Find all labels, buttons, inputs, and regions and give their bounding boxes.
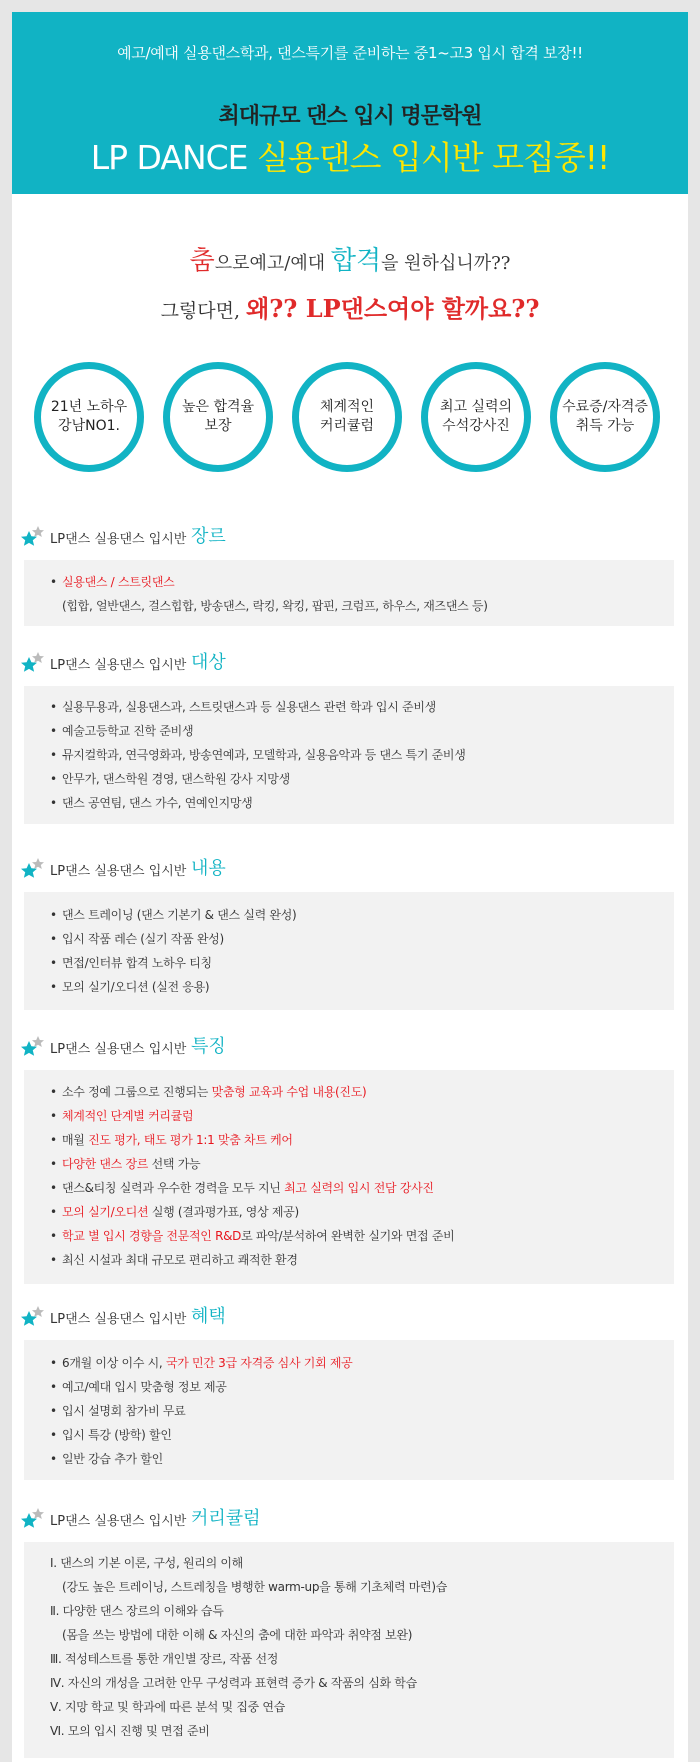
text-highlight: 다양한 댄스 장르 xyxy=(62,1157,149,1171)
feature-box xyxy=(24,1070,674,1284)
star-icon xyxy=(20,652,46,674)
section-curriculum xyxy=(12,1504,688,1738)
list-item xyxy=(24,1104,674,1128)
list-item xyxy=(24,1224,674,1248)
list-item xyxy=(24,1152,674,1176)
section-title xyxy=(12,1302,688,1332)
list-item: • 입시 설명회 참가비 무료 xyxy=(24,1399,674,1423)
circle-line: 수료증/자격증 xyxy=(562,399,648,416)
list-item xyxy=(24,1128,674,1152)
circle-curriculum xyxy=(292,362,402,472)
section-label: LP댄스 실용댄스 입시반 xyxy=(50,864,187,879)
section-feature xyxy=(12,1032,688,1267)
list-item xyxy=(24,1200,674,1224)
circle-line: 체계적인 xyxy=(319,399,375,416)
text: 로 파악/분석하여 완벽한 실기와 면접 준비 xyxy=(241,1229,455,1243)
text: 최신 시설과 최대 규모로 편리하고 쾌적한 환경 xyxy=(62,1253,298,1267)
text-highlight: 진도 평가, 태도 평가 1:1 맞춤 차트 케어 xyxy=(88,1133,293,1147)
circle-line: 취득 가능 xyxy=(575,418,635,434)
circle-certificate xyxy=(550,362,660,472)
intro-why xyxy=(12,289,688,324)
text-highlight: 국가 민간 3급 자격증 심사 기회 제공 xyxy=(165,1356,353,1370)
text-highlight: 최고 실력의 입시 전담 강사진 xyxy=(284,1181,434,1195)
list-item: Ⅳ. 자신의 개성을 고려한 안무 구성력과 표현력 증가 & 작품의 심화 학습 xyxy=(50,1676,417,1690)
circle-line: 보장 xyxy=(204,418,232,434)
circle-line: 높은 합격율 xyxy=(181,399,255,416)
section-label: LP댄스 실용댄스 입시반 xyxy=(50,1514,187,1529)
genre-box xyxy=(24,560,674,626)
circle-line: 강남NO1. xyxy=(58,418,120,434)
feature-circles xyxy=(12,362,688,472)
star-icon xyxy=(20,526,46,548)
list-item: • 입시 특강 (방학) 할인 xyxy=(24,1423,674,1447)
circle-line: 21년 노하우 xyxy=(50,399,128,416)
list-item xyxy=(24,1248,674,1272)
section-label: LP댄스 실용댄스 입시반 xyxy=(50,1042,187,1057)
text-highlight: 맞춤형 교육과 수업 내용(진도) xyxy=(211,1085,367,1099)
star-icon xyxy=(20,1306,46,1328)
list-item: Ⅵ. 모의 입시 진행 및 면접 준비 xyxy=(50,1724,210,1738)
list-item: • 댄스 트레이닝 (댄스 기본기 & 댄스 실력 완성) xyxy=(24,903,674,927)
banner-headline: 최대규모 댄스 입시 명문학원 xyxy=(218,104,482,129)
section-benefit xyxy=(12,1302,688,1466)
list-item: • 댄스 공연팀, 댄스 가수, 연예인지망생 xyxy=(24,791,674,815)
page xyxy=(12,12,688,1762)
star-icon xyxy=(20,858,46,880)
section-title xyxy=(12,854,688,884)
circle-line: 최고 실력의 xyxy=(439,399,513,416)
text: 선택 가능 xyxy=(148,1157,201,1171)
intro-text-end: 을 원하십니까?? xyxy=(381,253,511,274)
list-item: Ⅴ. 지망 학교 및 학과에 따른 분석 및 집중 연습 xyxy=(50,1700,286,1714)
section-content xyxy=(12,854,688,994)
intro-why-emphasis: 왜?? LP댄스여야 할까요?? xyxy=(246,294,540,323)
circle-instructors xyxy=(421,362,531,472)
list-item: (몸을 쓰는 방법에 대한 이해 & 자신의 춤에 대한 파악과 취약점 보완) xyxy=(62,1628,413,1642)
text: 댄스&티칭 실력과 우수한 경력을 모두 지닌 xyxy=(62,1181,285,1195)
text: 소수 정예 그룹으로 진행되는 xyxy=(62,1085,212,1099)
list-item: • 실용무용과, 실용댄스과, 스트릿댄스과 등 실용댄스 관련 학과 입시 준비생 xyxy=(24,695,674,719)
text-highlight: 학교 별 입시 경향을 전문적인 R&D xyxy=(62,1229,242,1243)
list-item: • 예술고등학교 진학 준비생 xyxy=(24,719,674,743)
circle-pass-rate xyxy=(163,362,273,472)
section-title xyxy=(12,1032,688,1062)
list-item: • 안무가, 댄스학원 경영, 댄스학원 강사 지망생 xyxy=(24,767,674,791)
section-title xyxy=(12,522,688,552)
circle-knowhow xyxy=(34,362,144,472)
list-item: • 입시 작품 레슨 (실기 작품 완성) xyxy=(24,927,674,951)
section-keyword: 내용 xyxy=(191,858,226,879)
list-item xyxy=(24,1351,674,1375)
text-highlight: 모의 실기/오디션 xyxy=(62,1205,149,1219)
curriculum-box xyxy=(24,1542,674,1758)
list-item: • 모의 실기/오디션 (실전 응용) xyxy=(24,975,674,999)
list-item: • 면접/인터뷰 합격 노하우 티칭 xyxy=(24,951,674,975)
header-banner xyxy=(12,12,688,194)
star-icon xyxy=(20,1508,46,1530)
section-label: LP댄스 실용댄스 입시반 xyxy=(50,1312,187,1327)
section-keyword: 혜택 xyxy=(191,1306,226,1327)
genre-main: 실용댄스 / 스트릿댄스 xyxy=(62,575,175,589)
section-keyword: 커리큘럼 xyxy=(191,1508,261,1529)
intro-word-pass: 합격 xyxy=(330,246,382,276)
benefit-box xyxy=(24,1340,674,1480)
banner-subtitle: 예고/예대 실용댄스학과, 댄스특기를 준비하는 중1~고3 입시 합격 보장!! xyxy=(117,44,583,62)
list-item: • 뮤지컬학과, 연극영화과, 방송연예과, 모델학과, 실용음악과 등 댄스 특기 준비생 xyxy=(24,743,674,767)
star-icon xyxy=(20,1036,46,1058)
section-keyword: 장르 xyxy=(191,526,226,547)
banner-title-plain: LP DANCE xyxy=(90,138,258,177)
intro-why-lead: 그렇다면, xyxy=(160,300,247,322)
section-title xyxy=(12,648,688,678)
section-label: LP댄스 실용댄스 입시반 xyxy=(50,532,187,547)
list-item: Ⅲ. 적성테스트를 통한 개인별 장르, 작품 선정 xyxy=(50,1652,279,1666)
list-item: • 일반 강습 추가 할인 xyxy=(24,1447,674,1471)
section-label: LP댄스 실용댄스 입시반 xyxy=(50,658,187,673)
target-box xyxy=(24,686,674,824)
circle-line: 커리큘럼 xyxy=(319,418,375,434)
list-item: Ⅰ. 댄스의 기본 이론, 구성, 원리의 이해 xyxy=(50,1556,243,1570)
list-item: (강도 높은 트레이닝, 스트레칭을 병행한 warm-up을 통해 기초체력 마련)습 xyxy=(62,1580,448,1594)
list-item xyxy=(24,570,674,594)
list-item: Ⅱ. 다양한 댄스 장르의 이해와 습득 xyxy=(50,1604,224,1618)
intro-text: 으로예고/예대 xyxy=(214,253,331,274)
text: 실행 (결과평가표, 영상 제공) xyxy=(148,1205,299,1219)
text: 6개월 이상 이수 시, xyxy=(62,1356,166,1370)
section-keyword: 특징 xyxy=(191,1036,226,1057)
list-item xyxy=(24,1080,674,1104)
text-highlight: 체계적인 단계별 커리큘럼 xyxy=(62,1109,194,1123)
intro-question xyxy=(12,240,688,277)
section-genre xyxy=(12,522,688,613)
banner-title xyxy=(12,132,688,179)
list-item xyxy=(24,1176,674,1200)
list-item: (힙합, 얼반댄스, 걸스힙합, 방송댄스, 락킹, 왁킹, 팝핀, 크럼프, 하우스, 재즈댄스 등) xyxy=(62,599,488,613)
intro-word-dance: 춤 xyxy=(189,246,215,276)
banner-title-highlight: 실용댄스 입시반 모집중!! xyxy=(257,138,610,177)
section-target xyxy=(12,648,688,810)
content-box xyxy=(24,892,674,1010)
section-keyword: 대상 xyxy=(191,652,226,673)
text: 매월 xyxy=(62,1133,89,1147)
list-item: • 예고/예대 입시 맞춤형 정보 제공 xyxy=(24,1375,674,1399)
circle-line: 수석강사진 xyxy=(442,418,510,434)
section-title xyxy=(12,1504,688,1534)
